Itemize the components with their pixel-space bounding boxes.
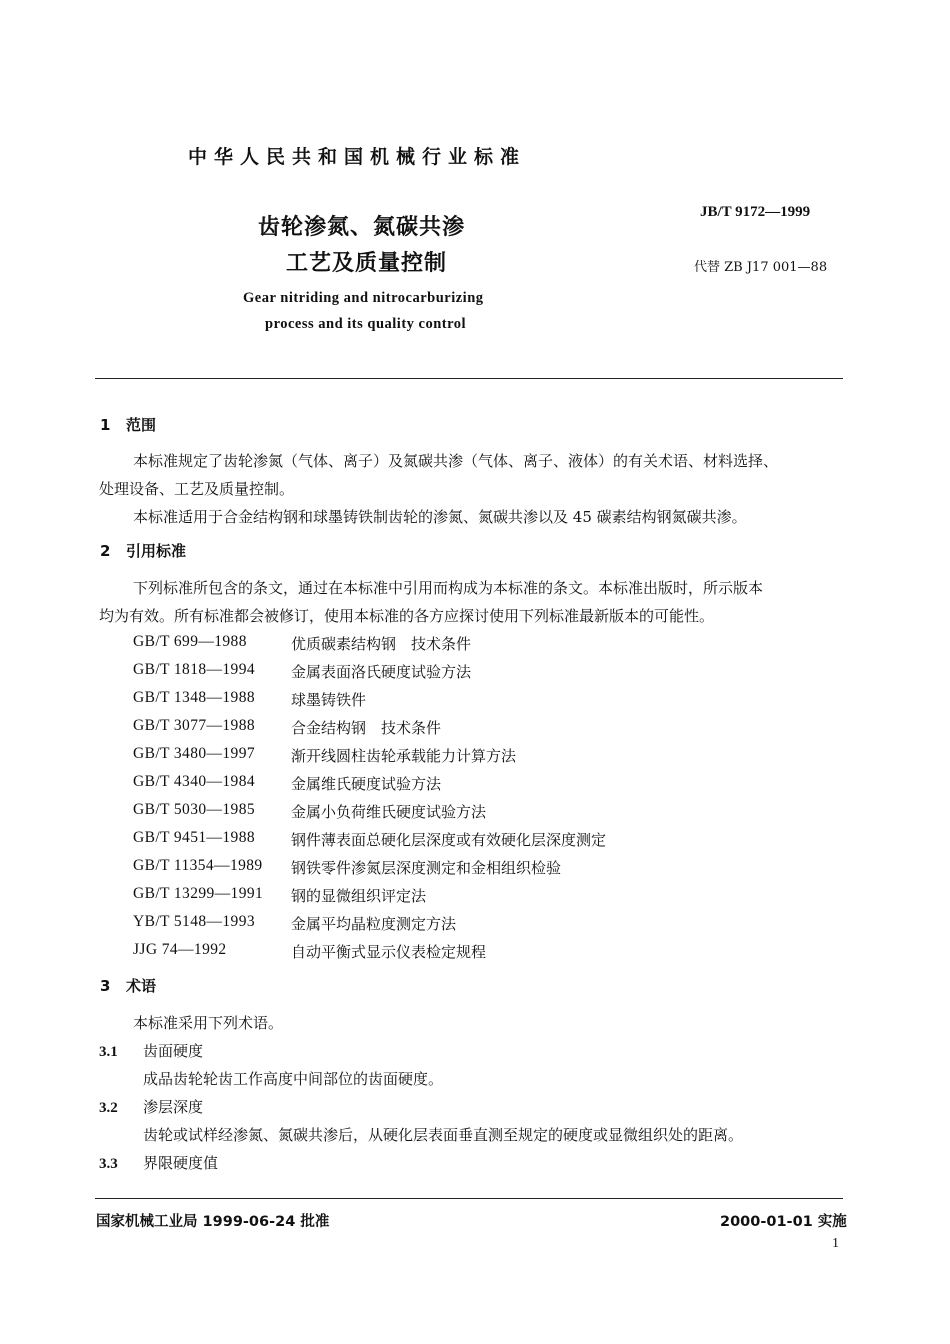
ref-title-6: 金属维氏硬度试验方法 <box>291 775 442 793</box>
subsection-3-2-heading <box>99 1096 203 1117</box>
subsection-3-1-title: 齿面硬度 <box>143 1042 204 1060</box>
section-1-heading <box>100 414 156 435</box>
ref-title-1: 优质碳素结构钢 技术条件 <box>291 635 472 653</box>
footer-divider <box>95 1198 843 1199</box>
ref-code-9: GB/T 11354—1989 <box>133 857 263 874</box>
section-2-para-line2: 均为有效。所有标准都会被修订，使用本标准的各方应探讨使用下列标准最新版本的可能性。 <box>99 607 715 625</box>
ref-title-3: 球墨铸铁件 <box>291 691 367 709</box>
issuing-authority: 中华人民共和国机械行业标准 <box>188 146 527 168</box>
ref-code-11: YB/T 5148—1993 <box>133 913 256 930</box>
section-1-para1-line2: 处理设备、工艺及质量控制。 <box>99 480 295 498</box>
ref-title-7: 金属小负荷维氏硬度试验方法 <box>291 803 487 821</box>
subsection-3-2-title: 渗层深度 <box>143 1098 204 1116</box>
section-2-para-line1: 下列标准所包含的条文，通过在本标准中引用而构成为本标准的条文。本标准出版时，所示版本 <box>133 579 764 597</box>
section-3-title: 术语 <box>126 977 157 995</box>
subsection-3-1-heading <box>99 1040 203 1061</box>
subsection-3-3-number: 3.3 <box>99 1156 118 1172</box>
section-3-heading <box>100 975 156 996</box>
header-divider <box>95 378 843 379</box>
section-1-para1-line1: 本标准规定了齿轮渗氮（气体、离子）及氮碳共渗（气体、离子、液体）的有关术语、材料选择、 <box>133 452 779 470</box>
ref-code-7: GB/T 5030—1985 <box>133 801 256 818</box>
subsection-3-1-text: 成品齿轮轮齿工作高度中间部位的齿面硬度。 <box>143 1070 444 1088</box>
approval-date: 国家机械工业局 1999-06-24 批准 <box>96 1214 330 1230</box>
section-1-para2: 本标准适用于合金结构钢和球墨铸铁制齿轮的渗氮、氮碳共渗以及 45 碳素结构钢氮碳共渗。 <box>133 508 747 526</box>
title-en-line2: process and its quality control <box>265 316 467 332</box>
ref-code-10: GB/T 13299—1991 <box>133 885 264 902</box>
section-2-number: 2 <box>100 542 111 560</box>
ref-title-9: 钢铁零件渗氮层深度测定和金相组织检验 <box>291 859 562 877</box>
subsection-3-3-title: 界限硬度值 <box>143 1154 219 1172</box>
ref-code-12: JJG 74—1992 <box>133 941 227 958</box>
title-cn-line1: 齿轮渗氮、氮碳共渗 <box>258 215 466 240</box>
ref-title-12: 自动平衡式显示仪表检定规程 <box>291 943 487 961</box>
section-2-title: 引用标准 <box>126 542 187 560</box>
ref-title-8: 钢件薄表面总硬化层深度或有效硬化层深度测定 <box>291 831 607 849</box>
ref-code-2: GB/T 1818—1994 <box>133 661 256 678</box>
section-2-heading <box>100 540 186 561</box>
ref-title-5: 渐开线圆柱齿轮承载能力计算方法 <box>291 747 517 765</box>
standard-number: JB/T 9172—1999 <box>700 204 811 220</box>
subsection-3-1-number: 3.1 <box>99 1044 118 1060</box>
title-cn-line2: 工艺及质量控制 <box>286 251 448 276</box>
ref-code-6: GB/T 4340—1984 <box>133 773 256 790</box>
section-3-intro: 本标准采用下列术语。 <box>133 1014 284 1032</box>
section-3-number: 3 <box>100 977 111 995</box>
page-number: 1 <box>832 1236 839 1251</box>
section-1-title: 范围 <box>126 416 157 434</box>
section-1-number: 1 <box>100 416 111 434</box>
replaces-standard: 代替 ZB J17 001—88 <box>694 260 828 275</box>
subsection-3-3-heading <box>99 1152 218 1173</box>
ref-title-2: 金属表面洛氏硬度试验方法 <box>291 663 472 681</box>
ref-code-3: GB/T 1348—1988 <box>133 689 256 706</box>
ref-code-5: GB/T 3480—1997 <box>133 745 256 762</box>
ref-code-8: GB/T 9451—1988 <box>133 829 256 846</box>
ref-code-1: GB/T 699—1988 <box>133 633 247 650</box>
ref-title-4: 合金结构钢 技术条件 <box>291 719 442 737</box>
ref-code-4: GB/T 3077—1988 <box>133 717 256 734</box>
ref-title-10: 钢的显微组织评定法 <box>291 887 427 905</box>
subsection-3-2-text: 齿轮或试样经渗氮、氮碳共渗后，从硬化层表面垂直测至规定的硬度或显微组织处的距离。 <box>143 1126 744 1144</box>
subsection-3-2-number: 3.2 <box>99 1100 118 1116</box>
title-en-line1: Gear nitriding and nitrocarburizing <box>243 290 484 306</box>
implementation-date: 2000-01-01 实施 <box>720 1214 847 1230</box>
ref-title-11: 金属平均晶粒度测定方法 <box>291 915 457 933</box>
